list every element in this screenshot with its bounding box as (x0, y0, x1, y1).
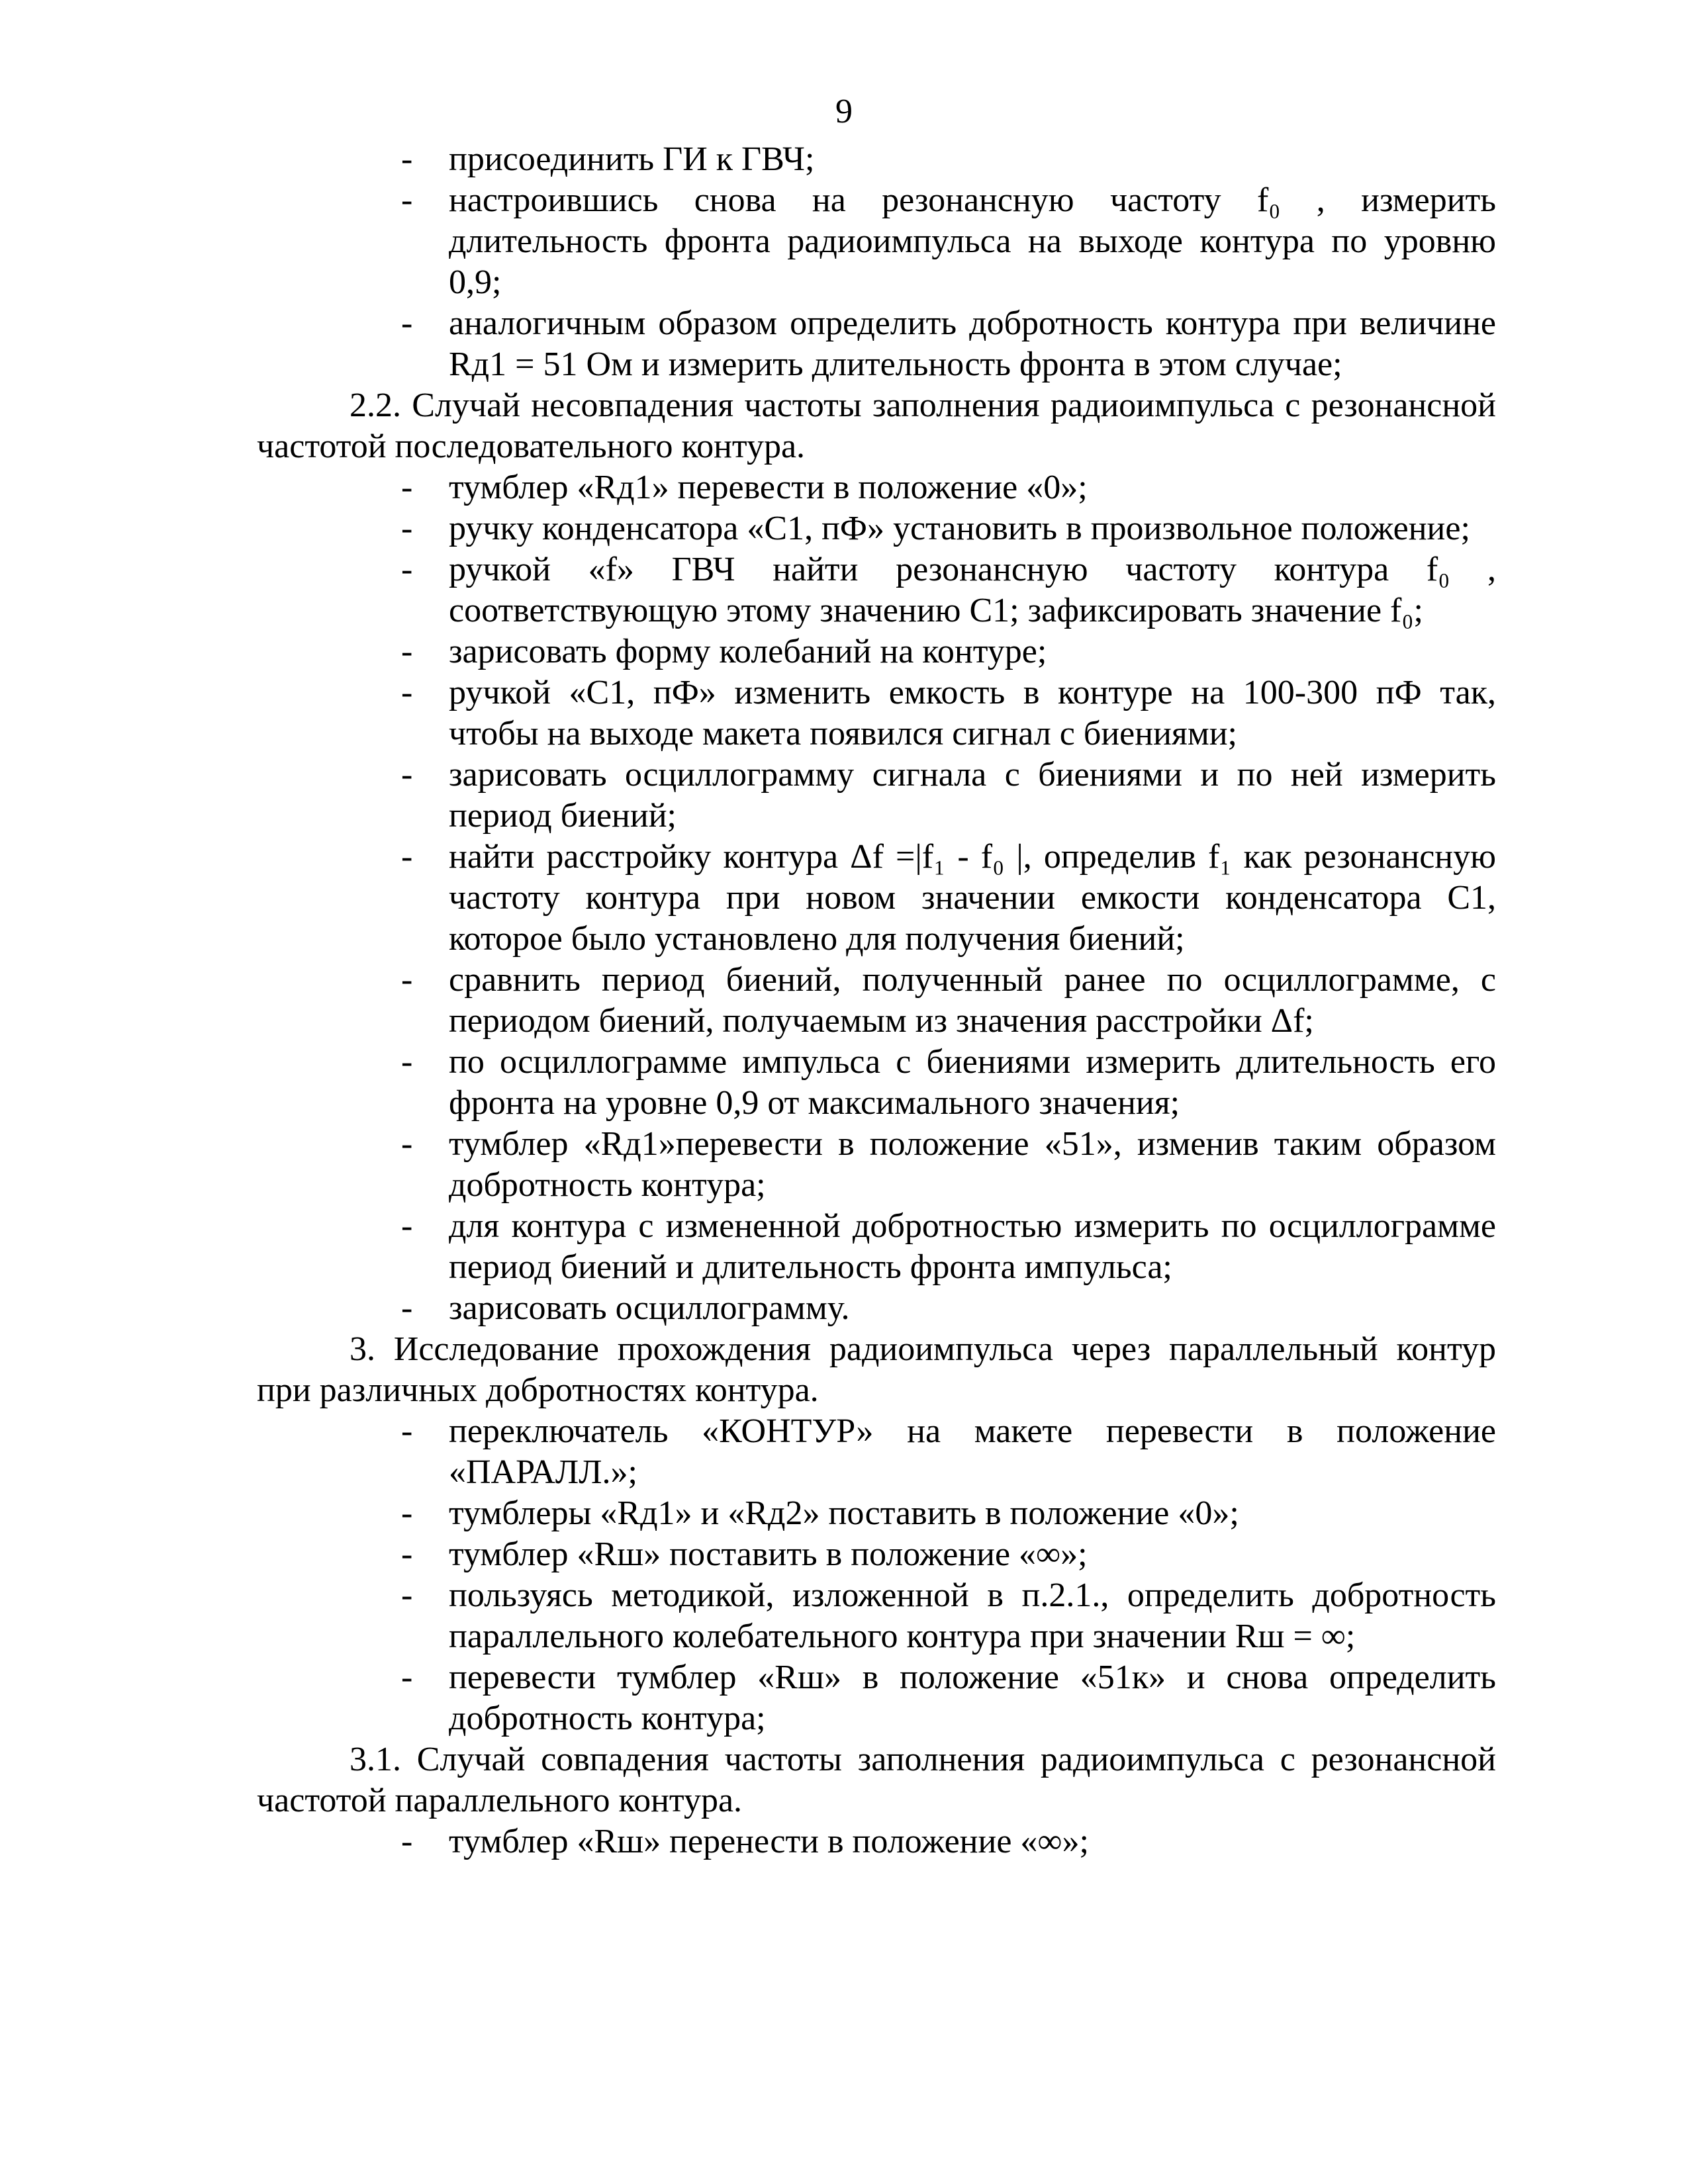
list-item: - настроившись снова на резонансную частоту f₀ , измерить длительность фронта радиоимпульса на выходе контура по уровню 0,9; (257, 180, 1496, 303)
page-number: 9 (835, 93, 853, 130)
list-item: - ручкой «f» ГВЧ найти резонансную частоту контура f₀ , соответствующую этому значению C1; зафиксировать значение f₀; (257, 549, 1496, 631)
list-item: - пользуясь методикой, изложенной в п.2.1., определить добротность параллельного колебательного контура при значении Rш = ∞; (257, 1575, 1496, 1657)
list-item: - тумблеры «Rд1» и «Rд2» поставить в положение «0»; (257, 1493, 1496, 1534)
list-item: - ручку конденсатора «C1, пФ» установить в произвольное положение; (257, 508, 1496, 549)
list-item: - найти расстройку контура Δf =|f₁ - f₀ |, определив f₁ как резонансную частоту контура при новом значении емкости конденсатора C1, которое было установлено для получения биений; (257, 837, 1496, 960)
list-item: - перевести тумблер «Rш» в положение «51к» и снова определить добротность контура; (257, 1657, 1496, 1739)
section-heading-3: 3. Исследование прохождения радиоимпульса через параллельный контур при различных добротностях контура. (257, 1330, 1496, 1409)
list-item: - присоединить ГИ к ГВЧ; (257, 139, 1496, 180)
list-item: - по осциллограмме импульса с биениями измерить длительность его фронта на уровне 0,9 от максимального значения; (257, 1042, 1496, 1124)
list-item: - сравнить период биений, полученный ранее по осциллограмме, с периодом биений, получаемым из значения расстройки Δf; (257, 960, 1496, 1042)
list-item: - зарисовать осциллограмму. (257, 1288, 1496, 1329)
list-item: - тумблер «Rд1»перевести в положение «51», изменив таким образом добротность контура; (257, 1124, 1496, 1206)
section-heading-2-2: 2.2. Случай несовпадения частоты заполнения радиоимпульса с резонансной частотой последовательного контура. (257, 387, 1496, 465)
list-item: - зарисовать осциллограмму сигнала с биениями и по ней измерить период биений; (257, 754, 1496, 837)
list-item: - аналогичным образом определить добротность контура при величине Rд1 = 51 Ом и измерить длительность фронта в этом случае; (257, 303, 1496, 385)
list-item: - тумблер «Rш» перенести в положение «∞»; (257, 1821, 1496, 1862)
list-item: - ручкой «C1, пФ» изменить емкость в контуре на 100-300 пФ так, чтобы на выходе макета появился сигнал с биениями; (257, 672, 1496, 754)
list-item: - тумблер «Rд1» перевести в положение «0»; (257, 467, 1496, 508)
page-body (257, 139, 1496, 1862)
section-heading-3-1: 3.1. Случай совпадения частоты заполнения радиоимпульса с резонансной частотой параллельного контура. (257, 1741, 1496, 1819)
list-item: - для контура с измененной добротностью измерить по осциллограмме период биений и длительность фронта импульса; (257, 1206, 1496, 1288)
list-item: - тумблер «Rш» поставить в положение «∞»; (257, 1534, 1496, 1575)
list-item: - переключатель «КОНТУР» на макете перевести в положение «ПАРАЛЛ.»; (257, 1411, 1496, 1493)
list-item: - зарисовать форму колебаний на контуре; (257, 631, 1496, 672)
